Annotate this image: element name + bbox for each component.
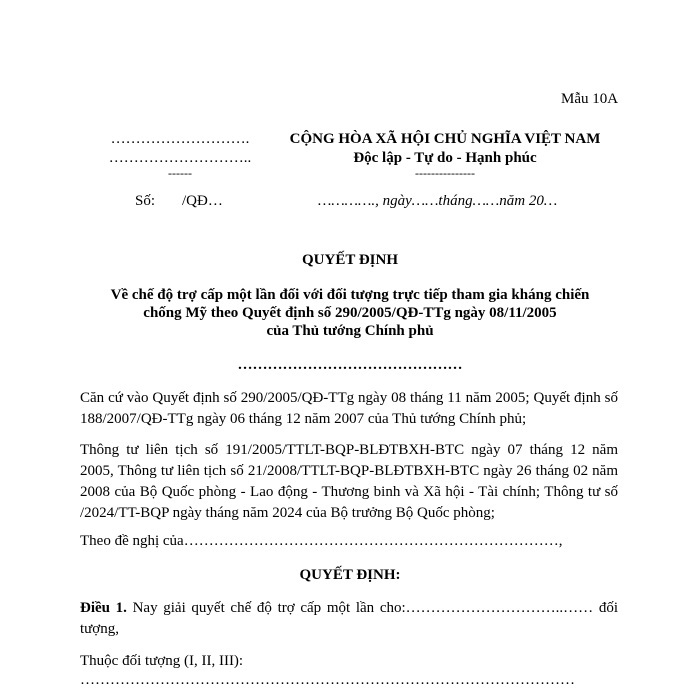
date-line: …………., ngày……tháng……năm 20… — [318, 193, 558, 209]
proposal-line: Theo đề nghị của…………………………………………………………………, — [80, 533, 563, 549]
section-divider: ……………………………………… — [237, 357, 463, 373]
article-1-label: Điều 1. — [80, 600, 127, 616]
category-dotted-line: ……………………………………………………………………………………… — [80, 672, 575, 688]
article-1 — [80, 598, 618, 640]
document-number-label: Số: — [135, 193, 156, 209]
legal-basis-paragraph-2 — [80, 440, 618, 524]
decision-heading: QUYẾT ĐỊNH: — [299, 567, 401, 583]
subject-line-1: Về chế độ trợ cấp một lần đối với đối tượng trực tiếp tham gia kháng chiến — [110, 287, 590, 303]
subject-line-2: chống Mỹ theo Quyết định số 290/2005/QĐ-TTg ngày 08/11/2005 — [143, 305, 557, 321]
legal-basis-paragraph-1 — [80, 388, 618, 430]
issuing-agency-rule: ------ — [168, 166, 192, 180]
article-1-text: Nay giải quyết chế độ trợ cấp một lần cho:…………………………..…… đối tượng, — [80, 600, 618, 637]
form-number: Mẫu 10A — [561, 91, 619, 107]
national-motto: Độc lập - Tự do - Hạnh phúc — [353, 150, 537, 166]
issuing-agency-line-1: ………………………. — [110, 131, 250, 147]
category-line: Thuộc đối tượng (I, II, III): — [80, 653, 244, 669]
motto-rule: --------------- — [415, 166, 475, 180]
subject-line-3: của Thủ tướng Chính phủ — [266, 323, 434, 339]
issuing-agency-line-2: ……………………….. — [108, 150, 252, 166]
document-number-code: /QĐ… — [182, 193, 223, 209]
document-title: QUYẾT ĐỊNH — [302, 252, 398, 268]
legal-basis-text-1: Căn cứ vào Quyết định số 290/2005/QĐ-TTg ngày 08 tháng 11 năm 2005; Quyết định số 188/2007/QĐ-TTg ngày 06 tháng 12 năm 2007 của Thủ tướng Chính phủ; — [80, 390, 618, 427]
article-1-paragraph — [80, 598, 618, 640]
legal-basis-text-2: Thông tư liên tịch số 191/2005/TTLT-BQP-BLĐTBXH-BTC ngày 07 tháng 12 năm 2005, Thông tư liên tịch số 21/2008/TTLT-BQP-BLĐTBXH-BTC ngày 26 tháng 02 năm 2008 của Bộ Quốc phòng - Lao động - Thương binh và Xã hội - Tài chính; Thông tư số /2024/TT-BQP ngày tháng năm 2024 của Bộ trưởng Bộ Quốc phòng; — [80, 442, 618, 521]
country-name: CỘNG HÒA XÃ HỘI CHỦ NGHĨA VIỆT NAM — [289, 131, 601, 147]
